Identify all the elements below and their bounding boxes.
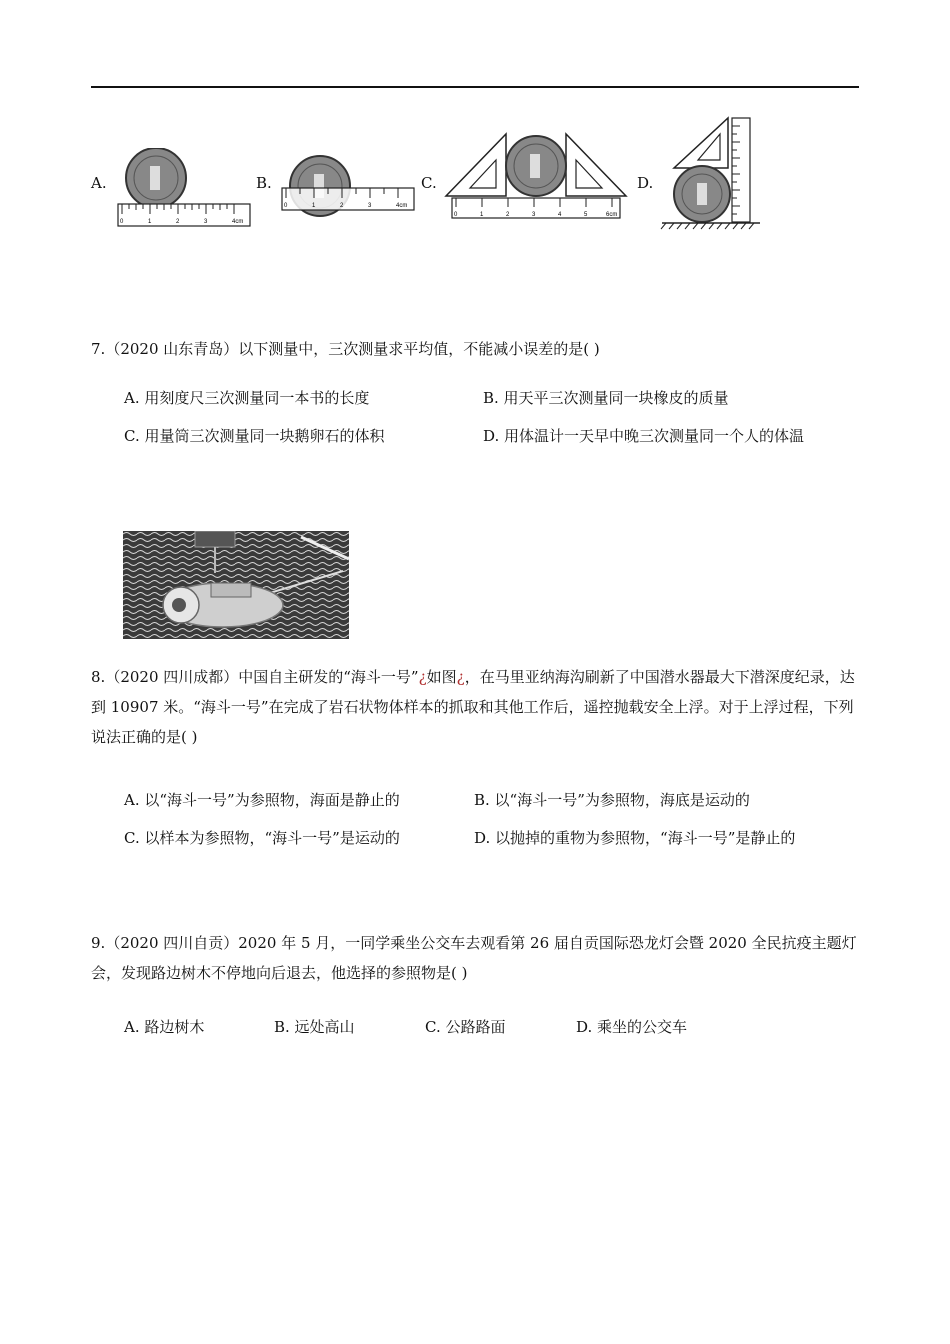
- question-text: 以下测量中，三次测量求平均值，不能减小误差的是: [238, 340, 584, 358]
- figure-c-label: C.: [421, 174, 437, 192]
- question-text: 2020 年 5 月，一同学乘坐公交车去观看第 26 届自贡国际恐龙灯会暨 2020 全民抗疫主题灯会，发现路边树木不停地向后退去，他选择的参照物是: [91, 934, 857, 982]
- question-number: 8.: [91, 668, 106, 686]
- answer-blank: ( ): [583, 340, 600, 358]
- svg-text:3: 3: [204, 219, 208, 225]
- question-8-stem: [91, 662, 859, 752]
- svg-text:2: 2: [176, 219, 180, 225]
- svg-text:1: 1: [312, 203, 316, 209]
- coin-triangle-vertical-ruler-figure-d: [660, 112, 764, 232]
- svg-text:3: 3: [368, 203, 372, 209]
- coin-ruler-figure-a: [114, 148, 254, 230]
- option-c[interactable]: C. 用量筒三次测量同一块鹅卵石的体积: [124, 427, 385, 445]
- svg-text:4cm: 4cm: [396, 203, 408, 209]
- header-rule: [91, 86, 859, 88]
- option-a[interactable]: A. 路边树木: [124, 1018, 205, 1036]
- question-number: 7.: [91, 340, 106, 358]
- svg-text:2: 2: [340, 203, 344, 209]
- option-b[interactable]: B. 远处高山: [274, 1018, 355, 1036]
- question-7-stem: [91, 334, 859, 364]
- question-text: 中国自主研发的“海斗一号”: [238, 668, 419, 686]
- svg-text:1: 1: [148, 219, 152, 225]
- option-a[interactable]: A. 用刻度尺三次测量同一本书的长度: [124, 389, 370, 407]
- option-c[interactable]: C. 公路路面: [425, 1018, 506, 1036]
- garbled-mark: ¿: [418, 668, 427, 686]
- svg-text:0: 0: [120, 219, 124, 225]
- coin-ruler-figure-b: [278, 152, 418, 232]
- question-source: （2020 四川成都）: [105, 668, 239, 686]
- question-source: （2020 山东青岛）: [105, 340, 239, 358]
- svg-text:3: 3: [532, 212, 536, 218]
- svg-text:0: 0: [454, 212, 458, 218]
- svg-text:2: 2: [506, 212, 510, 218]
- option-d[interactable]: D. 乘坐的公交车: [576, 1018, 688, 1036]
- svg-text:4cm: 4cm: [232, 219, 244, 225]
- svg-text:5: 5: [584, 212, 588, 218]
- submersible-photo: [123, 531, 349, 639]
- question-9-stem: [91, 928, 859, 988]
- answer-blank: ( ): [181, 728, 198, 746]
- option-d[interactable]: D. 用体温计一天早中晚三次测量同一个人的体温: [483, 427, 805, 445]
- question-source: （2020 四川自贡）: [105, 934, 239, 952]
- svg-text:4: 4: [558, 212, 562, 218]
- option-c[interactable]: C. 以样本为参照物，“海斗一号”是运动的: [124, 829, 400, 847]
- option-a[interactable]: A. 以“海斗一号”为参照物，海面是静止的: [124, 791, 400, 809]
- coin-triangle-ruler-figure-c: [442, 130, 632, 232]
- question-text: ，在马里亚纳海沟刷新了中国潜水器最大下潜深度纪录，达到 10907 米。“海斗一号”在完成了岩石状物体样本的抓取和其他工作后，遥控抛载安全上浮。对于上浮过程，下列说法正确的是: [91, 668, 855, 746]
- figure-a-label: A.: [91, 174, 107, 192]
- answer-blank: ( ): [451, 964, 468, 982]
- svg-text:6cm: 6cm: [606, 212, 618, 218]
- option-b[interactable]: B. 用天平三次测量同一块橡皮的质量: [483, 389, 729, 407]
- question-number: 9.: [91, 934, 106, 952]
- figure-b-label: B.: [256, 174, 272, 192]
- svg-text:0: 0: [284, 203, 288, 209]
- figure-d-label: D.: [637, 174, 654, 192]
- question-text: 如图: [426, 668, 457, 686]
- garbled-mark: ¿: [456, 668, 465, 686]
- svg-text:1: 1: [480, 212, 484, 218]
- option-b[interactable]: B. 以“海斗一号”为参照物，海底是运动的: [474, 791, 750, 809]
- option-d[interactable]: D. 以抛掉的重物为参照物，“海斗一号”是静止的: [474, 829, 796, 847]
